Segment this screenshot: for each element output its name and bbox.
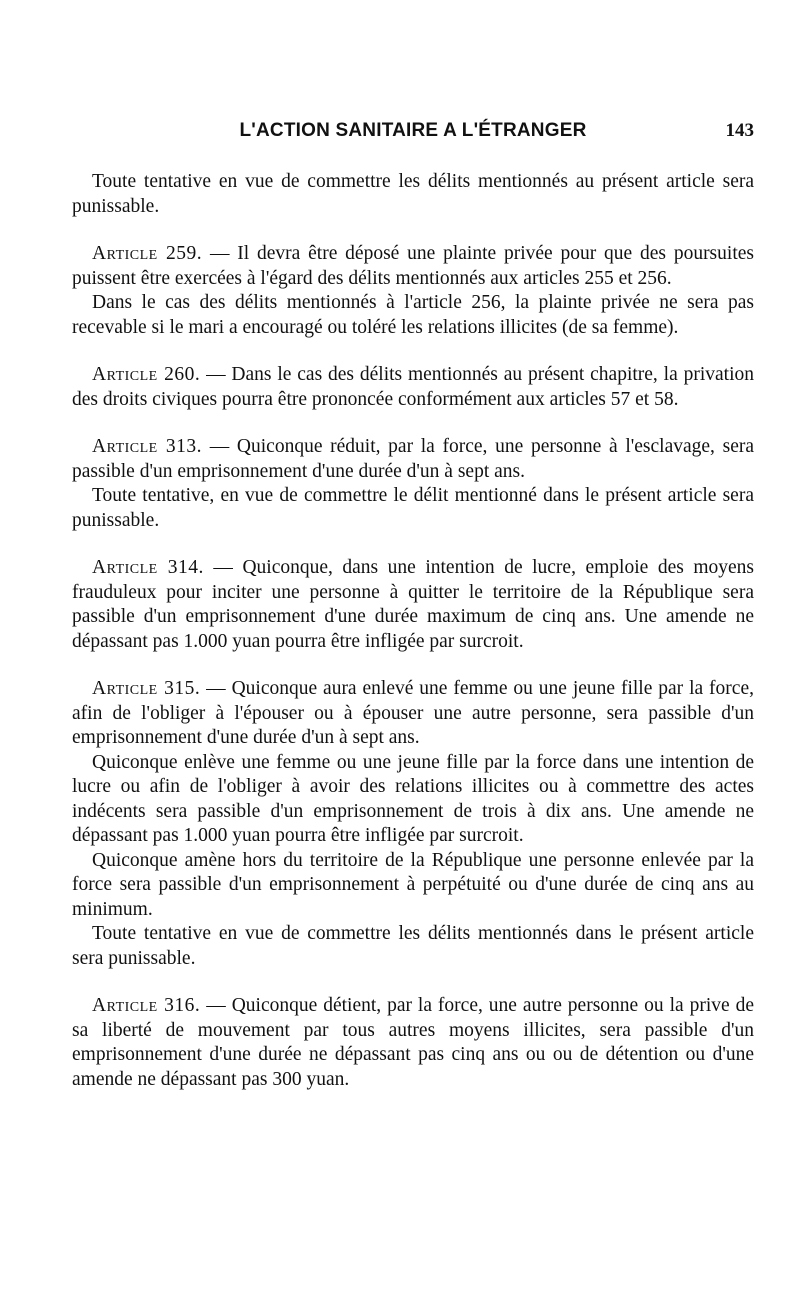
article-314 bbox=[72, 556, 754, 654]
article-label: Article 314. bbox=[92, 557, 204, 578]
article-paragraph bbox=[72, 556, 754, 654]
article-paragraph bbox=[72, 363, 754, 412]
article-label: Article 316. bbox=[92, 995, 201, 1016]
article-text: — Quiconque détient, par la force, une autre personne ou la prive de sa liberté de mouvement par tous autres moyens illicites, sera passible d'un emprisonnement d'une durée ne dépassant pas cinq ans ou ou de détention ou d'une amende ne dépassant pas 300 yuan. bbox=[72, 995, 754, 1090]
document-page bbox=[72, 118, 754, 1092]
article-paragraph: Dans le cas des délits mentionnés à l'article 256, la plainte privée ne sera pas recevable si le mari a encouragé ou toléré les relations illicites (de sa femme). bbox=[72, 292, 754, 338]
article-315 bbox=[72, 677, 754, 971]
article-label: Article 313. bbox=[92, 436, 203, 457]
article-text: — Quiconque réduit, par la force, une personne à l'esclavage, sera passible d'un emprisonnement d'une durée d'un à sept ans. bbox=[72, 436, 755, 482]
article-260 bbox=[72, 363, 754, 412]
running-header bbox=[72, 118, 754, 148]
article-label: Article 260. bbox=[92, 364, 201, 385]
article-text: — Dans le cas des délits mentionnés au présent chapitre, la privation des droits civiques pourra être prononcée conformément aux articles 57 et 58. bbox=[72, 364, 754, 410]
article-259 bbox=[72, 242, 754, 340]
article-label: Article 259. bbox=[92, 243, 203, 264]
article-text: — Il devra être déposé une plainte privée pour que des poursuites puissent être exercées à l'égard des délits mentionnés aux articles 255 et 256. bbox=[72, 243, 754, 289]
article-text: — Quiconque, dans une intention de lucre, emploie des moyens frauduleux pour inciter une personne à quitter le territoire de la République sera passible d'un emprisonnement d'une durée maximum de cinq ans. Une amende ne dépassant pas 1.000 yuan pourra être infligée par surcroit. bbox=[72, 557, 754, 652]
article-316 bbox=[72, 994, 754, 1092]
article-313 bbox=[72, 435, 754, 533]
article-paragraph: Quiconque enlève une femme ou une jeune fille par la force dans une intention de lucre ou afin de l'obliger à avoir des relations illicites ou à commettre des actes indécents sera passible d'un emprisonnement de trois à dix ans. Une amende ne dépassant pas 1.000 yuan pourra être infligée par surcroit. bbox=[72, 751, 754, 846]
page-number: 143 bbox=[725, 120, 754, 141]
article-paragraph bbox=[72, 994, 754, 1092]
article-text: — Quiconque aura enlevé une femme ou une jeune fille par la force, afin de l'obliger à l'épouser ou à épouser une autre personne, sera passible d'un emprisonnement d'une durée d'un à sept ans. bbox=[72, 678, 754, 748]
article-paragraph: Toute tentative en vue de commettre les délits mentionnés dans le présent article sera punissable. bbox=[72, 923, 754, 969]
article-paragraph bbox=[72, 242, 754, 291]
intro-paragraph: Toute tentative en vue de commettre les délits mentionnés au présent article sera punissable. bbox=[72, 171, 754, 217]
article-paragraph bbox=[72, 435, 754, 484]
running-title: L'ACTION SANITAIRE A L'ÉTRANGER bbox=[239, 120, 587, 141]
article-label: Article 315. bbox=[92, 678, 201, 699]
article-paragraph: Quiconque amène hors du territoire de la République une personne enlevée par la force sera passible d'un emprisonnement à perpétuité ou d'une durée de cinq ans au minimum. bbox=[72, 849, 754, 920]
article-paragraph bbox=[72, 677, 754, 751]
article-paragraph: Toute tentative, en vue de commettre le délit mentionné dans le présent article sera punissable. bbox=[72, 485, 754, 531]
